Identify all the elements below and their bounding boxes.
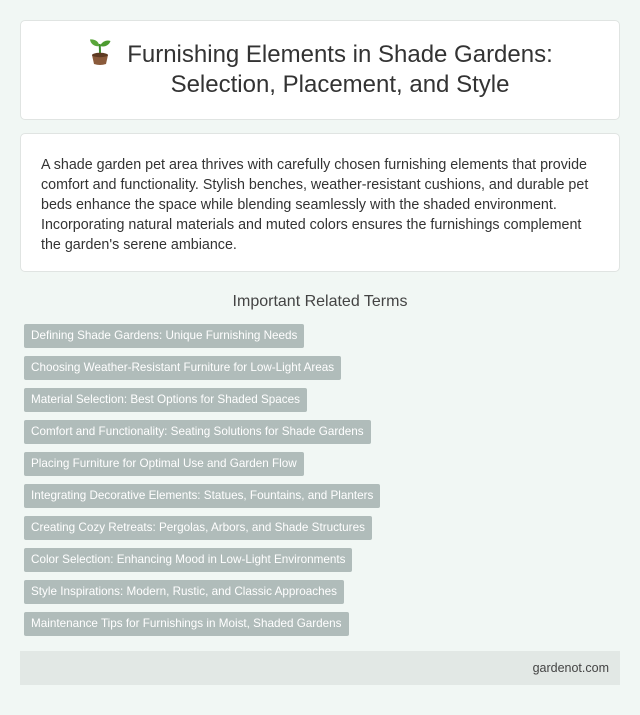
term-tag[interactable]: Integrating Decorative Elements: Statues, Fountains, and Planters [24, 484, 380, 508]
seedling-icon [87, 38, 113, 66]
footer-site-link[interactable]: gardenot.com [532, 661, 609, 675]
term-tag[interactable]: Material Selection: Best Options for Shaded Spaces [24, 388, 307, 412]
term-tag[interactable]: Style Inspirations: Modern, Rustic, and Classic Approaches [24, 580, 344, 604]
term-tag[interactable]: Comfort and Functionality: Seating Solutions for Shade Gardens [24, 420, 371, 444]
term-tag[interactable]: Defining Shade Gardens: Unique Furnishing Needs [24, 324, 304, 348]
intro-paragraph: A shade garden pet area thrives with carefully chosen furnishing elements that provide comfort and functionality. Stylish benches, weather-resistant cushions, and durable pet beds enhance the space while blending seamlessly with the shaded environment. Incorporating natural materials and muted colors ensures the furnishings complement the garden's serene ambiance. [41, 157, 589, 253]
title-line-1: Furnishing Elements in Shade Gardens: [127, 41, 553, 68]
term-tag[interactable]: Color Selection: Enhancing Mood in Low-Light Environments [24, 548, 352, 572]
term-tag[interactable]: Choosing Weather-Resistant Furniture for Low-Light Areas [24, 356, 341, 380]
title-card [20, 20, 620, 120]
term-tag[interactable]: Placing Furniture for Optimal Use and Garden Flow [24, 452, 304, 476]
related-terms-heading: Important Related Terms [232, 293, 408, 310]
related-terms-list [24, 324, 380, 644]
page-title [87, 40, 553, 100]
footer [20, 651, 620, 685]
term-tag[interactable]: Maintenance Tips for Furnishings in Moist, Shaded Gardens [24, 612, 349, 636]
intro-card [20, 133, 620, 272]
term-tag[interactable]: Creating Cozy Retreats: Pergolas, Arbors, and Shade Structures [24, 516, 372, 540]
title-line-2: Selection, Placement, and Style [170, 71, 510, 98]
